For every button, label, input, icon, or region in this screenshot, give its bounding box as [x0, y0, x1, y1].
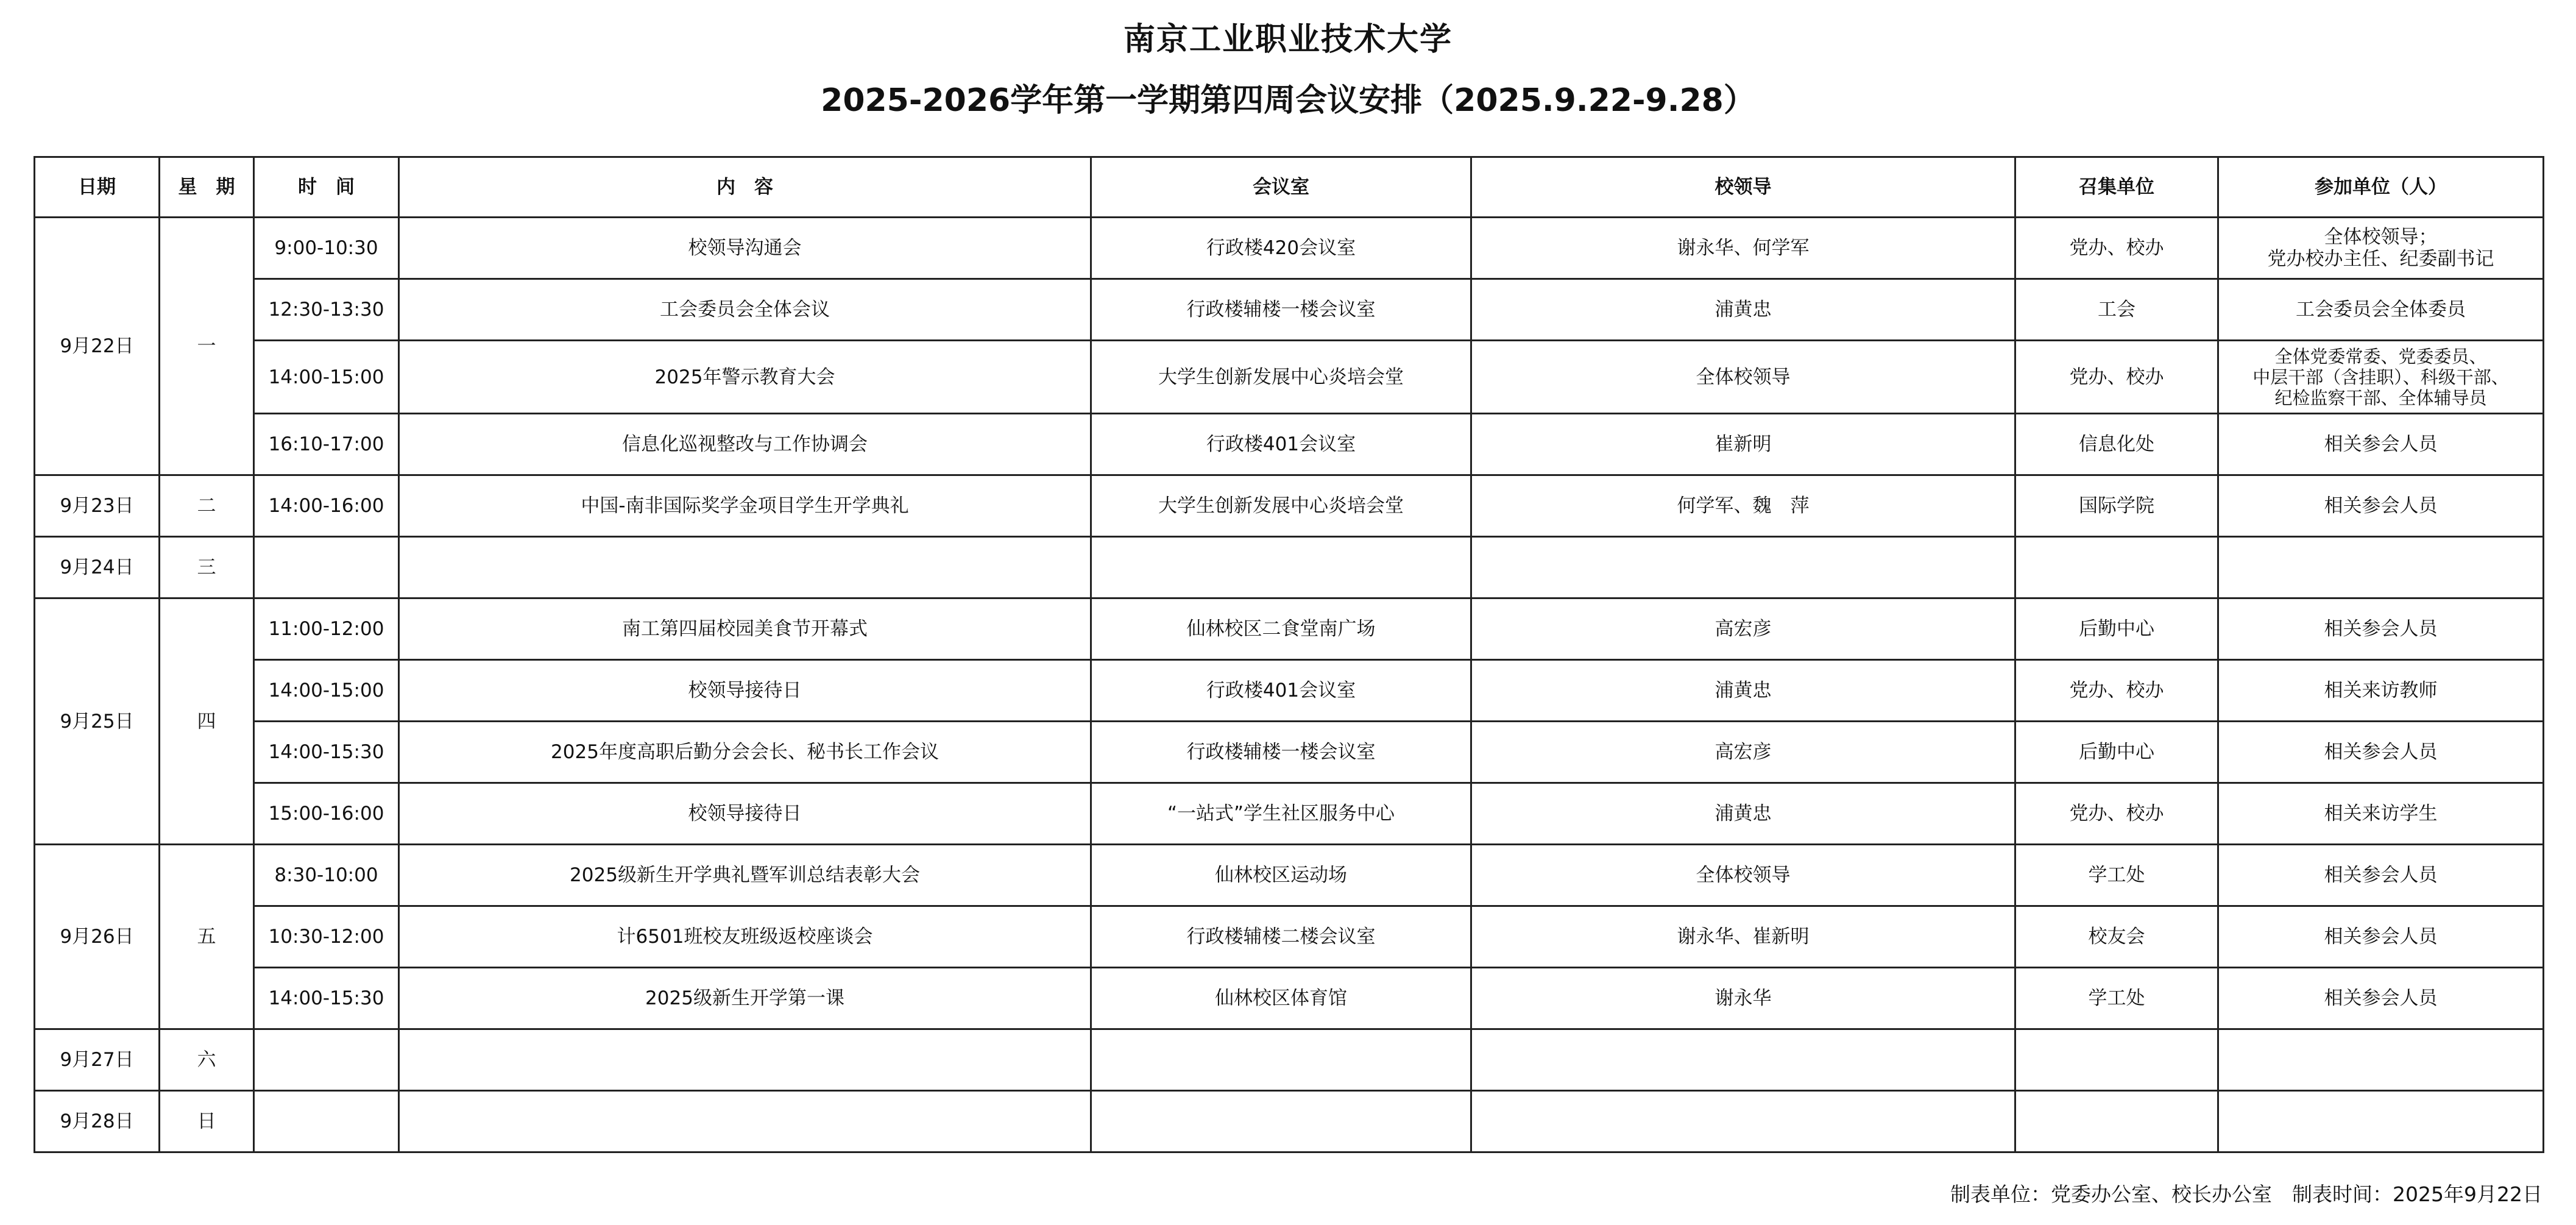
leader-cell: 全体校领导 — [1471, 845, 2015, 906]
organizer-cell: 党办、校办 — [2015, 660, 2218, 722]
table-row — [35, 537, 2544, 598]
time-cell: 15:00-16:00 — [254, 783, 399, 845]
room-cell: 行政楼401会议室 — [1091, 414, 1471, 475]
table-row — [35, 660, 2544, 722]
time-cell — [254, 1029, 399, 1091]
content-cell — [399, 1091, 1091, 1152]
column-header-attendees: 参加单位（人） — [2218, 157, 2544, 218]
attendees-cell: 工会委员会全体委员 — [2218, 279, 2544, 341]
room-cell: “一站式”学生社区服务中心 — [1091, 783, 1471, 845]
weekday-cell: 二 — [160, 475, 254, 537]
organizer-cell: 学工处 — [2015, 968, 2218, 1029]
time-cell: 8:30-10:00 — [254, 845, 399, 906]
room-cell: 仙林校区运动场 — [1091, 845, 1471, 906]
room-cell: 行政楼辅楼二楼会议室 — [1091, 906, 1471, 968]
weekday-cell: 日 — [160, 1091, 254, 1152]
content-cell: 中国-南非国际奖学金项目学生开学典礼 — [399, 475, 1091, 537]
date-cell: 9月24日 — [35, 537, 160, 598]
room-cell: 行政楼401会议室 — [1091, 660, 1471, 722]
date-cell: 9月23日 — [35, 475, 160, 537]
time-cell: 14:00-15:30 — [254, 968, 399, 1029]
leader-cell: 谢永华、何学军 — [1471, 218, 2015, 279]
weekday-cell: 四 — [160, 598, 254, 845]
leader-cell — [1471, 1091, 2015, 1152]
organizer-cell: 信息化处 — [2015, 414, 2218, 475]
room-cell: 行政楼辅楼一楼会议室 — [1091, 279, 1471, 341]
time-cell: 12:30-13:30 — [254, 279, 399, 341]
room-cell — [1091, 537, 1471, 598]
organizer-cell: 学工处 — [2015, 845, 2218, 906]
content-cell: 校领导接待日 — [399, 660, 1091, 722]
leader-cell: 崔新明 — [1471, 414, 2015, 475]
date-cell: 9月26日 — [35, 845, 160, 1029]
time-cell: 16:10-17:00 — [254, 414, 399, 475]
column-header-weekday: 星 期 — [160, 157, 254, 218]
organizer-cell — [2015, 537, 2218, 598]
leader-cell: 谢永华、崔新明 — [1471, 906, 2015, 968]
column-header-leader: 校领导 — [1471, 157, 2015, 218]
attendees-cell: 相关参会人员 — [2218, 414, 2544, 475]
room-cell: 行政楼420会议室 — [1091, 218, 1471, 279]
leader-cell: 高宏彦 — [1471, 598, 2015, 660]
attendees-cell: 全体党委常委、党委委员、 中层干部（含挂职）、科级干部、 纪检监察干部、全体辅导员 — [2218, 341, 2544, 414]
organizer-cell: 党办、校办 — [2015, 783, 2218, 845]
column-header-organizer: 召集单位 — [2015, 157, 2218, 218]
leader-cell: 高宏彦 — [1471, 722, 2015, 783]
time-cell — [254, 537, 399, 598]
table-row — [35, 783, 2544, 845]
room-cell: 大学生创新发展中心炎培会堂 — [1091, 341, 1471, 414]
attendees-cell: 相关参会人员 — [2218, 722, 2544, 783]
meeting-schedule-table — [34, 156, 2544, 1153]
footer-note: 制表单位：党委办公室、校长办公室 制表时间：2025年9月22日 — [1950, 1182, 2542, 1206]
table-row — [35, 1029, 2544, 1091]
content-cell: 校领导接待日 — [399, 783, 1091, 845]
content-cell: 校领导沟通会 — [399, 218, 1091, 279]
column-header-date: 日期 — [35, 157, 160, 218]
table-row — [35, 414, 2544, 475]
content-cell: 南工第四届校园美食节开幕式 — [399, 598, 1091, 660]
weekday-cell: 一 — [160, 218, 254, 475]
weekday-cell: 六 — [160, 1029, 254, 1091]
time-cell: 11:00-12:00 — [254, 598, 399, 660]
content-cell: 计6501班校友班级返校座谈会 — [399, 906, 1091, 968]
room-cell: 行政楼辅楼一楼会议室 — [1091, 722, 1471, 783]
date-cell: 9月25日 — [35, 598, 160, 845]
organizer-cell: 党办、校办 — [2015, 218, 2218, 279]
table-row — [35, 845, 2544, 906]
column-header-room: 会议室 — [1091, 157, 1471, 218]
organizer-cell — [2015, 1091, 2218, 1152]
content-cell: 工会委员会全体会议 — [399, 279, 1091, 341]
column-header-time: 时 间 — [254, 157, 399, 218]
date-cell: 9月22日 — [35, 218, 160, 475]
attendees-cell — [2218, 537, 2544, 598]
content-cell — [399, 1029, 1091, 1091]
time-cell: 9:00-10:30 — [254, 218, 399, 279]
table-row — [35, 475, 2544, 537]
room-cell — [1091, 1091, 1471, 1152]
time-cell: 14:00-15:00 — [254, 341, 399, 414]
table-row — [35, 968, 2544, 1029]
content-cell: 2025年警示教育大会 — [399, 341, 1091, 414]
table-row — [35, 341, 2544, 414]
attendees-cell: 全体校领导； 党办校办主任、纪委副书记 — [2218, 218, 2544, 279]
organizer-cell: 后勤中心 — [2015, 722, 2218, 783]
table-row — [35, 279, 2544, 341]
leader-cell: 何学军、魏 萍 — [1471, 475, 2015, 537]
table-row — [35, 906, 2544, 968]
table-row — [35, 598, 2544, 660]
time-cell: 14:00-15:00 — [254, 660, 399, 722]
leader-cell: 谢永华 — [1471, 968, 2015, 1029]
leader-cell: 浦黄忠 — [1471, 783, 2015, 845]
attendees-cell: 相关参会人员 — [2218, 845, 2544, 906]
leader-cell: 全体校领导 — [1471, 341, 2015, 414]
content-cell: 2025级新生开学典礼暨军训总结表彰大会 — [399, 845, 1091, 906]
leader-cell: 浦黄忠 — [1471, 279, 2015, 341]
attendees-cell: 相关参会人员 — [2218, 906, 2544, 968]
attendees-cell: 相关参会人员 — [2218, 968, 2544, 1029]
table-row — [35, 218, 2544, 279]
document-title: 南京工业职业技术大学 — [1123, 21, 1453, 58]
attendees-cell — [2218, 1091, 2544, 1152]
room-cell — [1091, 1029, 1471, 1091]
attendees-cell: 相关参会人员 — [2218, 598, 2544, 660]
leader-cell — [1471, 537, 2015, 598]
attendees-cell — [2218, 1029, 2544, 1091]
attendees-cell: 相关参会人员 — [2218, 475, 2544, 537]
attendees-cell: 相关来访学生 — [2218, 783, 2544, 845]
leader-cell: 浦黄忠 — [1471, 660, 2015, 722]
content-cell: 2025年度高职后勤分会会长、秘书长工作会议 — [399, 722, 1091, 783]
organizer-cell — [2015, 1029, 2218, 1091]
room-cell: 仙林校区体育馆 — [1091, 968, 1471, 1029]
column-header-content: 内 容 — [399, 157, 1091, 218]
content-cell: 2025级新生开学第一课 — [399, 968, 1091, 1029]
time-cell — [254, 1091, 399, 1152]
time-cell: 14:00-15:30 — [254, 722, 399, 783]
organizer-cell: 工会 — [2015, 279, 2218, 341]
organizer-cell: 党办、校办 — [2015, 341, 2218, 414]
date-cell: 9月27日 — [35, 1029, 160, 1091]
room-cell: 仙林校区二食堂南广场 — [1091, 598, 1471, 660]
time-cell: 14:00-16:00 — [254, 475, 399, 537]
weekday-cell: 五 — [160, 845, 254, 1029]
time-cell: 10:30-12:00 — [254, 906, 399, 968]
organizer-cell: 校友会 — [2015, 906, 2218, 968]
room-cell: 大学生创新发展中心炎培会堂 — [1091, 475, 1471, 537]
document-subtitle: 2025-2026学年第一学期第四周会议安排（2025.9.22-9.28） — [821, 82, 1755, 119]
table-row — [35, 722, 2544, 783]
content-cell — [399, 537, 1091, 598]
organizer-cell: 国际学院 — [2015, 475, 2218, 537]
date-cell: 9月28日 — [35, 1091, 160, 1152]
attendees-cell: 相关来访教师 — [2218, 660, 2544, 722]
content-cell: 信息化巡视整改与工作协调会 — [399, 414, 1091, 475]
weekday-cell: 三 — [160, 537, 254, 598]
leader-cell — [1471, 1029, 2015, 1091]
table-row — [35, 1091, 2544, 1152]
table-header-row — [35, 157, 2544, 218]
organizer-cell: 后勤中心 — [2015, 598, 2218, 660]
